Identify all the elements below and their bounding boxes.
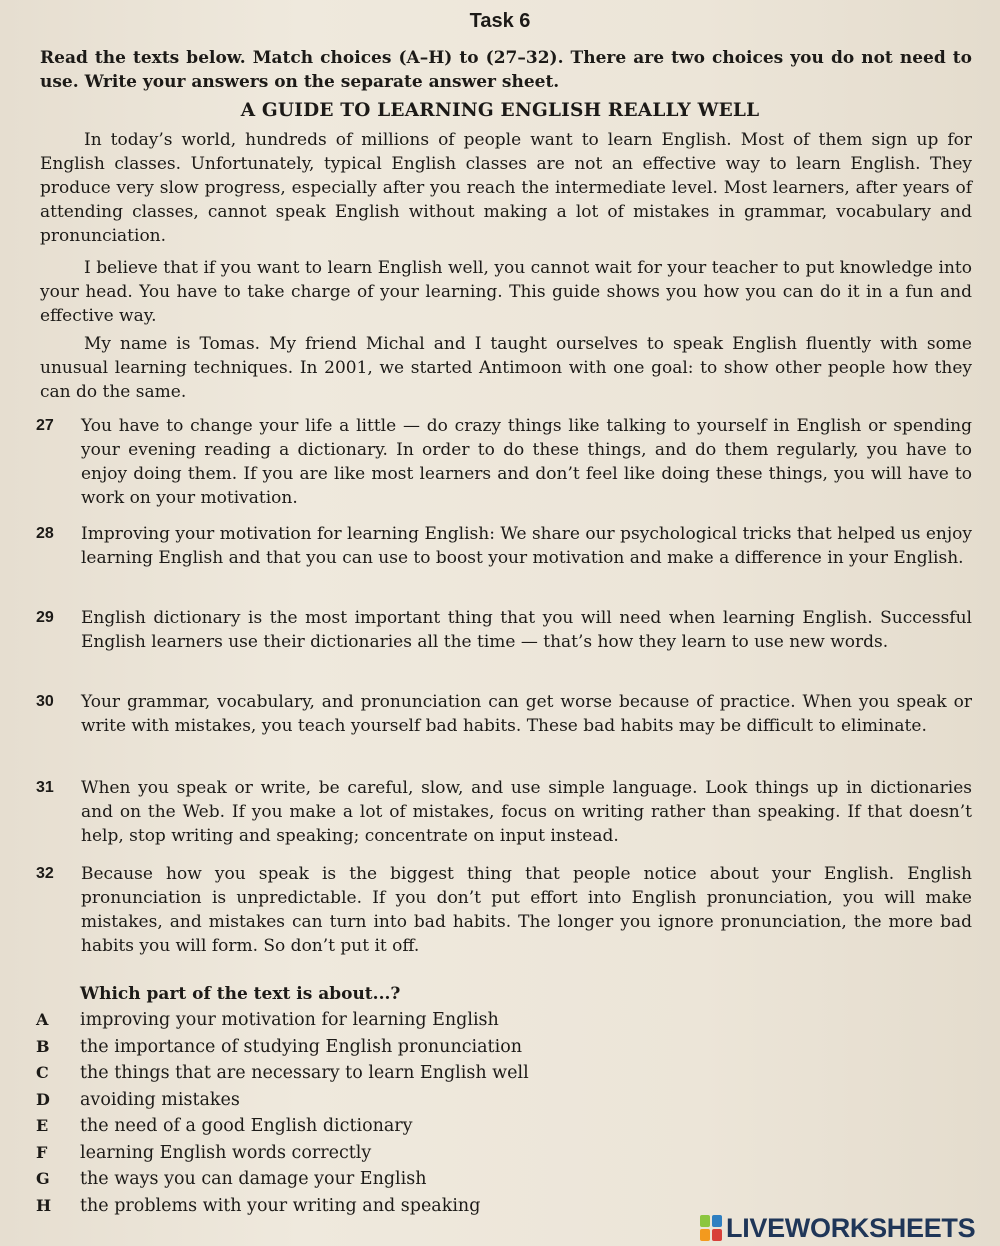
choice-text: avoiding mistakes	[80, 1089, 240, 1110]
item-text: English dictionary is the most important thing that you will need when learning English. Successful English learners use their dictionaries all the time — that’s how they learn to use new words.	[81, 608, 972, 652]
intro-paragraph-2	[40, 256, 972, 328]
text-item-31	[36, 776, 972, 848]
choice-text: the things that are necessary to learn English well	[80, 1063, 529, 1083]
item-text: Improving your motivation for learning English: We share our psychological tricks that helped us enjoy learning English and that you can use to boost your motivation and make a difference in your English.	[81, 524, 972, 568]
choice-letter: F	[36, 1142, 48, 1162]
choice-a	[36, 1010, 736, 1037]
item-number: 29	[36, 609, 54, 626]
choice-letter: C	[36, 1063, 49, 1082]
instructions: Read the texts below. Match choices (A–H) to (27–32). There are two choices you do not need to use. Write your answers on the separate answer sheet.	[40, 48, 972, 92]
choice-text: improving your motivation for learning English	[80, 1010, 499, 1030]
item-text: Because how you speak is the biggest thing that people notice about your English. English pronunciation is unpredictable. If you don’t put effort into English pronunciation, you will make mistakes, and mistakes can turn into bad habits. The longer you ignore pronunciation, the more bad habits you will form. So don’t put it off.	[81, 864, 972, 956]
choice-g	[36, 1169, 736, 1196]
item-text: Your grammar, vocabulary, and pronunciation can get worse because of practice. When you speak or write with mistakes, you teach yourself bad habits. These bad habits may be difficult to eliminate.	[81, 692, 972, 736]
choice-b	[36, 1037, 736, 1064]
intro-paragraph-1	[40, 128, 972, 248]
choice-letter: H	[36, 1195, 52, 1215]
text-item-32	[36, 862, 972, 958]
text-item-29	[36, 606, 972, 654]
intro-text: In today’s world, hundreds of millions of people want to learn English. Most of them sign up for English classes. Unfortunately, typical English classes are not an effective way to learn English. They produce very slow progress, especially after you reach the intermediate level. Most learners, after years of attending classes, cannot speak English without making a lot of mistakes in grammar, vocabulary and pronunciation.	[40, 130, 972, 246]
question-prompt: Which part of the text is about...?	[80, 984, 401, 1004]
watermark-text: LIVEWORKSHEETS	[726, 1212, 976, 1243]
liveworksheets-icon	[700, 1215, 722, 1241]
choice-e	[36, 1116, 736, 1143]
choice-h	[36, 1196, 736, 1223]
item-number: 32	[36, 865, 54, 882]
item-number: 30	[36, 693, 54, 710]
choices-list	[36, 1010, 736, 1222]
choice-d	[36, 1090, 736, 1117]
text-item-30	[36, 690, 972, 738]
guide-title: A GUIDE TO LEARNING ENGLISH REALLY WELL	[240, 100, 760, 121]
choice-letter: B	[36, 1036, 50, 1056]
item-number: 27	[36, 417, 54, 434]
item-text: You have to change your life a little — do crazy things like talking to yourself in English or spending your evening reading a dictionary. In order to do these things, and do them regularly, you have to enjoy doing them. If you are like most learners and don’t feel like doing these things, you will have to work on your motivation.	[81, 416, 972, 508]
choice-text: the ways you can damage your English	[80, 1169, 427, 1189]
choice-text: the problems with your writing and speaking	[80, 1195, 481, 1216]
choice-letter: G	[36, 1169, 50, 1188]
choice-letter: E	[36, 1116, 49, 1135]
choice-c	[36, 1063, 736, 1090]
item-number: 31	[36, 779, 54, 796]
item-text: When you speak or write, be careful, slow, and use simple language. Look things up in dictionaries and on the Web. If you make a lot of mistakes, focus on writing rather than speaking. If that doesn’t help, stop writing and speaking; concentrate on input instead.	[81, 778, 972, 846]
choice-text: the importance of studying English pronunciation	[80, 1036, 522, 1057]
liveworksheets-logo[interactable]	[700, 1210, 1000, 1246]
text-item-27	[36, 414, 972, 510]
intro-text: I believe that if you want to learn English well, you cannot wait for your teacher to put knowledge into your head. You have to take charge of your learning. This guide shows you how you can do it in a fun and effective way.	[40, 258, 972, 326]
intro-text: My name is Tomas. My friend Michal and I taught ourselves to speak English fluently with some unusual learning techniques. In 2001, we started Antimoon with one goal: to show other people how they can do the same.	[40, 334, 972, 402]
choice-text: learning English words correctly	[80, 1142, 372, 1163]
choice-letter: D	[36, 1089, 50, 1109]
choice-f	[36, 1143, 736, 1170]
item-number: 28	[36, 525, 54, 542]
choice-text: the need of a good English dictionary	[80, 1116, 413, 1136]
text-item-28	[36, 522, 972, 570]
choice-letter: A	[36, 1010, 49, 1029]
intro-paragraph-3	[40, 332, 972, 404]
task-title: Task 6	[469, 10, 531, 32]
